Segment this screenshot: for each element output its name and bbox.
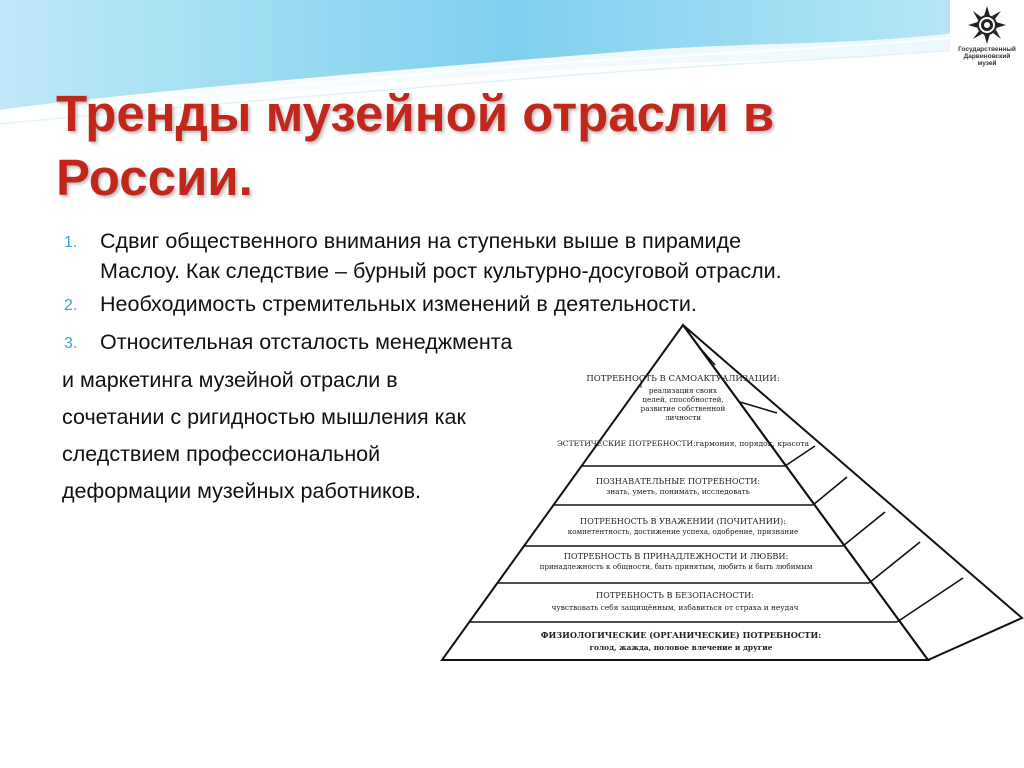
pyramid-label-physiological: ФИЗИОЛОГИЧЕСКИЕ (ОРГАНИЧЕСКИЕ) ПОТРЕБНОСТИ: — [540, 630, 822, 640]
pyramid-desc-cognitive: знать, уметь, понимать, исследовать — [606, 487, 750, 496]
pyramid-label-aesthetic: ЭСТЕТИЧЕСКИЕ ПОТРЕБНОСТИ:гармония, порядок, красота — [556, 439, 810, 448]
logo-caption — [950, 46, 1024, 67]
continuation-line: деформации музейных работников. — [62, 479, 422, 503]
pyramid-desc-self-actualization: личности — [664, 413, 702, 422]
logo-caption-line: музей — [977, 60, 997, 67]
pyramid-desc-self-actualization: целей, способностей, — [642, 395, 724, 404]
list-item-line: Необходимость стремительных изменений в деятельности. — [100, 292, 697, 316]
pyramid-desc-physiological: голод, жажда, половое влечение и другие — [589, 643, 773, 652]
pyramid-desc-self-actualization: развитие собственной — [640, 404, 726, 413]
list-item — [100, 226, 782, 286]
list-number: 2. — [64, 297, 78, 314]
logo-caption-line: Дарвиновский — [963, 53, 1011, 60]
pyramid-label-cognitive: ПОЗНАВАТЕЛЬНЫЕ ПОТРЕБНОСТИ: — [595, 476, 761, 486]
pyramid-label-belonging: ПОТРЕБНОСТЬ В ПРИНАДЛЕЖНОСТИ И ЛЮБВИ: — [563, 551, 789, 561]
pyramid-label-self-actualization: ПОТРЕБНОСТЬ В САМОАКТУАЛИЗАЦИИ: — [586, 374, 780, 384]
continuation-line: сочетании с ригидностью мышления как — [62, 405, 466, 429]
list-number: 1. — [64, 234, 78, 251]
list-item-line: Сдвиг общественного внимания на ступеньки выше в пирамиде — [100, 229, 742, 253]
continuation-line: и маркетинга музейной отрасли в — [62, 368, 398, 392]
list-item-line: Относительная отсталость менеджмента — [100, 330, 513, 354]
logo-caption-line: Государственный — [958, 46, 1016, 53]
list-item — [100, 289, 697, 319]
pyramid-desc-esteem: компетентность, достижение успеха, одобрение, признание — [567, 527, 799, 536]
spiral-logo-icon — [966, 4, 1008, 46]
continuation-line: следствием профессиональной — [62, 442, 381, 466]
pyramid-label-esteem: ПОТРЕБНОСТЬ В УВАЖЕНИИ (ПОЧИТАНИИ): — [579, 516, 787, 526]
museum-logo — [950, 0, 1024, 78]
pyramid-label-safety: ПОТРЕБНОСТЬ В БЕЗОПАСНОСТИ: — [595, 590, 755, 600]
maslow-pyramid-diagram — [440, 322, 1024, 664]
slide-title: Тренды музейной отрасли в России. — [56, 85, 775, 206]
list-item-line: Маслоу. Как следствие – бурный рост культурно-досуговой отрасли. — [100, 259, 782, 283]
pyramid-desc-belonging: принадлежность к общности, быть принятым, любить и быть любимым — [539, 562, 813, 571]
list-number: 3. — [64, 335, 78, 352]
pyramid-desc-self-actualization: реализация своих — [648, 386, 718, 395]
pyramid-desc-safety: чувствовать себя защищённым, избавиться от страха и неудач — [551, 603, 799, 612]
